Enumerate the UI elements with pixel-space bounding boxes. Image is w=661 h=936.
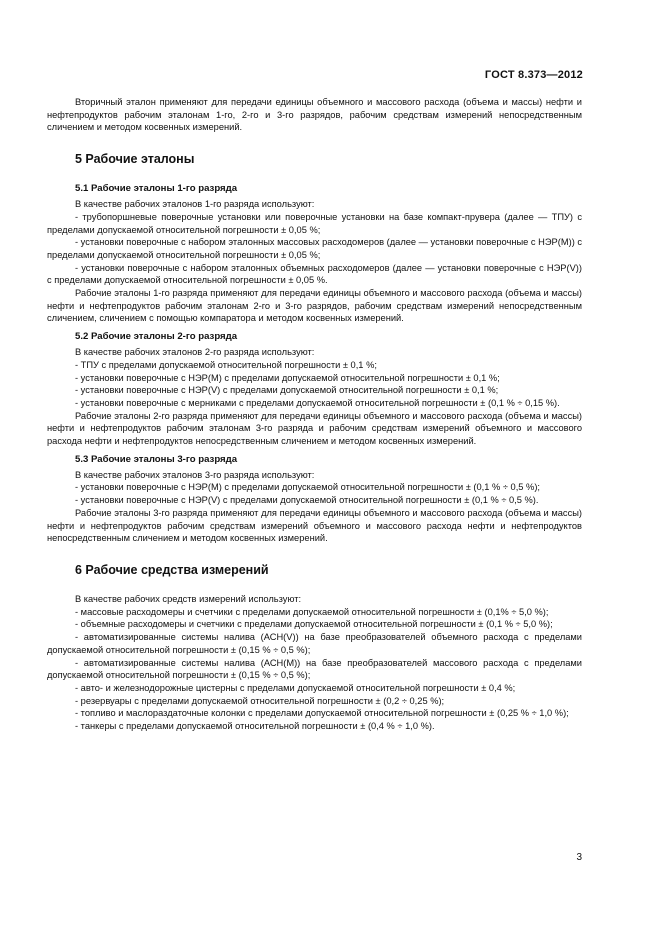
list-item: - установки поверочные с набором эталонных объемных расходомеров (далее — установки поверочные с НЭР(V)) с пределами допускаемой относительной погрешности ± 0,05 %. — [47, 262, 582, 286]
list-item: - установки поверочные с НЭР(М) с пределами допускаемой относительной погрешности ± 0,1 %; — [75, 372, 500, 383]
list-item: - топливо и маслораздаточные колонки с пределами допускаемой относительной погрешности ± (0,25 % ÷ 1,0 %); — [75, 708, 569, 719]
list-item: - авто- и железнодорожные цистерны с пределами допускаемой относительной погрешности ± 0,4 %; — [75, 682, 516, 693]
list-item: - ТПУ с пределами допускаемой относительной погрешности ± 0,1 %; — [75, 359, 377, 370]
page-body — [47, 96, 582, 733]
section-6-lead: В качестве рабочих средств измерений используют: — [75, 593, 302, 604]
subsection-5-2-lead: В качестве рабочих эталонов 2-го разряда используют: — [75, 347, 315, 358]
page-number: 3 — [576, 852, 582, 863]
list-item: - автоматизированные системы налива (АСН(V)) на базе преобразователей объемного расхода с пределами допускаемой относительной погрешности ± (0,15 % ÷ 0,5 %); — [47, 632, 582, 655]
list-item: - установки поверочные с НЭР(М) с пределами допускаемой относительной погрешности ± (0,1 % ÷ 0,5 %); — [75, 482, 541, 493]
subsection-5-2-title: 5.2 Рабочие эталоны 2-го разряда — [75, 331, 238, 343]
list-item: - установки поверочные с мерниками с пределами допускаемой относительной погрешности ± (0,1 % ÷ 0,15 %). — [75, 397, 560, 408]
subsection-5-2-closing: Рабочие эталоны 2-го разряда применяют для передачи единицы объемного и массового расхода (объема и массы) нефти и нефтепродуктов рабочим эталонам 3-го разряда и рабочим средствам измерений объемного и массового расхода нефти и нефтепродуктов непосредственным сличением и методом косвенных измерений. — [47, 410, 582, 447]
list-item: - резервуары с пределами допускаемой относительной погрешности ± (0,2 ÷ 0,25 %); — [75, 695, 445, 706]
list-item: - трубопоршневые поверочные установки или поверочные установки на базе компакт-прувера (далее — ТПУ) с пределами допускаемой относительной погрешности ± 0,05 %; — [47, 211, 582, 235]
subsection-5-1-closing: Рабочие эталоны 1-го разряда применяют для передачи единицы объемного и массового расхода (объема и массы) нефти и нефтепродуктов рабочим эталонам 2-го и 3-го разрядов, рабочим средствам измерений непосредственным сличением, сличением с помощью компаратора и методом косвенных измерений. — [47, 288, 582, 324]
subsection-5-1-title: 5.1 Рабочие эталоны 1-го разряда — [75, 183, 238, 195]
subsection-5-1-lead: В качестве рабочих эталонов 1-го разряда используют: — [75, 199, 315, 210]
document-id-header: ГОСТ 8.373—2012 — [484, 69, 583, 81]
section-6-title: 6 Рабочие средства измерений — [75, 562, 269, 577]
list-item: - установки поверочные с набором эталонных массовых расходомеров (далее — установки поверочные с НЭР(М)) с пределами допускаемой относительной погрешности ± 0,05 %; — [47, 237, 583, 260]
intro-paragraph: Вторичный эталон применяют для передачи единицы объемного и массового расхода (объема и массы) нефти и нефтепродуктов рабочим эталонам 1-го, 2-го и 3-го разрядов, рабочим средствам измерений непосредственным сличением и методом косвенных измерений. — [47, 97, 582, 133]
list-item: - объемные расходомеры и счетчики с пределами допускаемой относительной погрешности ± (0,1 % ÷ 5,0 %); — [75, 619, 553, 630]
subsection-5-3-closing: Рабочие эталоны 3-го разряда применяют для передачи единицы объемного и массового расхода (объема и массы) нефти и нефтепродуктов рабочим средствам измерений объемного и массового расхода нефти и нефтепродуктов непосредственным сличением и методом косвенных измерений. — [47, 507, 582, 544]
list-item: - установки поверочные с НЭР(V) с пределами допускаемой относительной погрешности ± (0,1 % ÷ 0,5 %). — [75, 495, 539, 506]
list-item: - автоматизированные системы налива (АСН(М)) на базе преобразователей массового расхода с пределами допускаемой относительной погрешности ± (0,15 % ÷ 0,5 %); — [47, 657, 582, 681]
subsection-5-3-title: 5.3 Рабочие эталоны 3-го разряда — [75, 453, 238, 465]
list-item: - массовые расходомеры и счетчики с пределами допускаемой относительной погрешности ± (0,1% ÷ 5,0 %); — [75, 606, 549, 617]
subsection-5-3-lead: В качестве рабочих эталонов 3-го разряда используют: — [75, 469, 315, 480]
section-5-title: 5 Рабочие эталоны — [75, 152, 195, 167]
list-item: - танкеры с пределами допускаемой относительной погрешности ± (0,4 % ÷ 1,0 %). — [75, 721, 435, 732]
list-item: - установки поверочные с НЭР(V) с пределами допускаемой относительной погрешности ± 0,1 %; — [75, 385, 499, 396]
